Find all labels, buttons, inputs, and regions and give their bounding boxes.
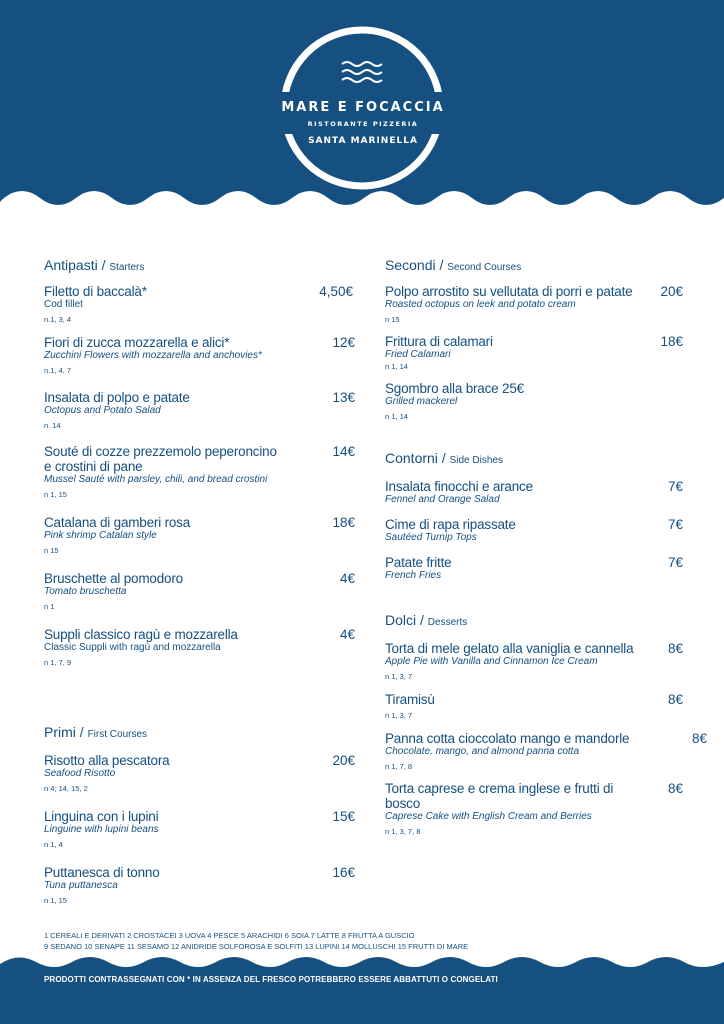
item-price: 7€: [667, 517, 683, 532]
section-title: Antipasti / Starters: [44, 257, 145, 273]
item-name: Insalata finocchi e arance: [385, 479, 533, 494]
item-description: Pink shrimp Catalan style: [44, 530, 157, 541]
waves-icon: [338, 58, 388, 86]
item-price: 4€: [339, 571, 355, 586]
item-description: Mussel Sauté with parsley, chili, and bread crostini: [44, 474, 268, 485]
item-name: Risotto alla pescatora: [44, 753, 170, 768]
item-allergens: n 1, 14: [385, 412, 408, 421]
footer-note: PRODOTTI CONTRASSEGNATI CON * IN ASSENZA DEL FRESCO POTREBBERO ESSERE ABBATTUTI O CONGELATI: [44, 975, 498, 984]
item-allergens: n 1, 3, 7, 8: [385, 827, 421, 836]
item-price: 20€: [660, 284, 683, 299]
item-name: Torta caprese e crema inglese e frutti di bosco: [385, 781, 614, 811]
item-name: Catalana di gamberi rosa: [44, 515, 191, 530]
item-name: Panna cotta cioccolato mango e mandorle: [385, 731, 630, 746]
brand-subtitle: RISTORANTE PIZZERIA: [307, 120, 419, 128]
item-allergens: n.1, 3, 4: [44, 315, 72, 324]
section-dolci: [385, 612, 467, 628]
item-allergens: n 1, 7, 8: [385, 762, 413, 771]
menu-item: [385, 284, 650, 325]
section-contorni: [385, 450, 503, 466]
item-allergens: n 1, 4: [44, 840, 63, 849]
section-antipasti: [44, 257, 144, 273]
item-name: Souté di cozze prezzemolo peperoncino: [44, 444, 277, 459]
item-price: 15€: [332, 809, 355, 824]
menu-item: [385, 641, 645, 682]
item-price: 14€: [332, 444, 355, 459]
item-price: 16€: [332, 865, 355, 880]
item-price: 18€: [660, 334, 683, 349]
item-allergens: n 1, 7, 9: [44, 658, 72, 667]
item-name: Polpo arrostito su vellutata di porri e patate: [385, 284, 633, 299]
item-name: Torta di mele gelato alla vaniglia e cannella: [385, 641, 634, 656]
item-description: Classic Suppli with ragù and mozzarella: [44, 642, 221, 653]
item-price: 4€: [339, 627, 355, 642]
item-price: 8€: [667, 641, 683, 656]
menu-item: [44, 809, 304, 850]
item-description: Seafood Risotto: [44, 768, 116, 779]
item-description: Tomato bruschetta: [44, 586, 127, 597]
item-description: Chocolate, mango, and almond panna cotta: [385, 746, 580, 757]
item-name: Cime di rapa ripassate: [385, 517, 516, 532]
allergen-legend: [44, 930, 468, 952]
item-description: Tuna puttanesca: [44, 880, 118, 891]
section-secondi: [385, 257, 521, 273]
item-name: Sgombro alla brace 25€: [385, 381, 524, 396]
item-allergens: n 1, 15: [44, 490, 67, 499]
item-name: Bruschette al pomodoro: [44, 571, 183, 586]
item-price: 12€: [332, 335, 355, 350]
item-name: Suppli classico ragù e mozzarella: [44, 627, 238, 642]
item-price: 7€: [667, 555, 683, 570]
item-description: Linguine with lupini beans: [44, 824, 159, 835]
item-name: Frittura di calamari: [385, 334, 493, 349]
menu-item: [44, 390, 304, 431]
item-description: Cod fillet: [44, 299, 83, 310]
item-description: Apple Pie with Vanilla and Cinnamon Ice Cream: [385, 656, 598, 667]
section-title: Primi / First Courses: [44, 724, 148, 740]
item-allergens: n 1, 15: [44, 896, 67, 905]
item-description: Grilled mackerel: [385, 396, 458, 407]
item-price: 8€: [667, 781, 683, 796]
menu-item: [44, 284, 304, 325]
allergen-legend-line: 1 CEREALI E DERIVATI 2 CROSTACEI 3 UOVA 4 PESCE 5 ARACHIDI 6 SOIA 7 LATTE 8 FRUTTA A GUSCIO: [44, 931, 415, 940]
item-name: Fiori di zucca mozzarella e alici*: [44, 335, 230, 350]
item-description: Caprese Cake with English Cream and Berries: [385, 811, 592, 822]
menu-item: [44, 571, 304, 612]
item-allergens: n 1: [44, 602, 55, 611]
item-description: French Fries: [385, 570, 442, 581]
item-price: 20€: [332, 753, 355, 768]
item-allergens: n 4; 14, 15, 2: [44, 784, 88, 793]
menu-item: [385, 555, 625, 582]
menu-item: [44, 627, 304, 668]
item-price: 8€: [667, 692, 683, 707]
menu-item: [44, 335, 324, 376]
item-description: Roasted octopus on leek and potato cream: [385, 299, 576, 310]
item-price: 7€: [667, 479, 683, 494]
menu-item: [385, 517, 625, 544]
item-allergens: n 1, 14: [385, 362, 408, 371]
menu-item: [385, 334, 625, 372]
section-title: Contorni / Side Dishes: [385, 450, 503, 466]
item-allergens: n 1, 3, 7: [385, 672, 413, 681]
item-name: Tiramisù: [385, 692, 435, 707]
item-name: Linguina con i lupini: [44, 809, 159, 824]
menu-item: [44, 444, 329, 500]
item-allergens: n 15: [385, 315, 400, 324]
item-description: Octopus and Potato Salad: [44, 405, 161, 416]
item-name: Patate fritte: [385, 555, 452, 570]
item-description: Zucchini Flowers with mozzarella and anchovies*: [44, 350, 262, 361]
section-title: Dolci / Desserts: [385, 612, 468, 628]
menu-item: [44, 515, 304, 556]
item-allergens: n 15: [44, 546, 59, 555]
item-allergens: n.1, 4, 7: [44, 366, 72, 375]
menu-item: [385, 381, 625, 422]
section-primi: [44, 724, 147, 740]
menu-item: [385, 479, 625, 506]
item-name-line2: e crostini di pane: [44, 459, 143, 474]
item-name: Insalata di polpo e patate: [44, 390, 190, 405]
menu-item: [44, 865, 304, 906]
menu-item: [385, 692, 625, 721]
item-price: 13€: [332, 390, 355, 405]
item-description: Sautéed Turnip Tops: [385, 532, 477, 543]
item-price: 8€: [691, 731, 707, 746]
footer-banner: [0, 952, 724, 1024]
item-price: 18€: [332, 515, 355, 530]
allergen-legend-line: 9 SEDANO 10 SENAPE 11 SESAMO 12 ANIDRIDE SOLFOROSA E SOLFITI 13 LUPINI 14 MOLLUSCHI 15 FRUTTI DI MARE: [44, 942, 469, 951]
restaurant-logo: [281, 28, 445, 188]
item-allergens: n. 14: [44, 421, 61, 430]
brand-city: SANTA MARINELLA: [308, 136, 418, 146]
item-name: Puttanesca di tonno: [44, 865, 160, 880]
brand-name: MARE E FOCACCIA: [281, 100, 445, 115]
menu-item: [385, 781, 645, 837]
menu-item: [385, 731, 645, 772]
item-allergens: n 1, 3, 7: [385, 711, 413, 720]
item-name: Filetto di baccalà*: [44, 284, 147, 299]
item-description: Fennel and Orange Salad: [385, 494, 500, 505]
menu-item: [44, 753, 304, 794]
section-title: Secondi / Second Courses: [385, 257, 522, 273]
item-price: 4,50€: [319, 284, 353, 299]
item-description: Fried Calamari: [385, 349, 451, 360]
